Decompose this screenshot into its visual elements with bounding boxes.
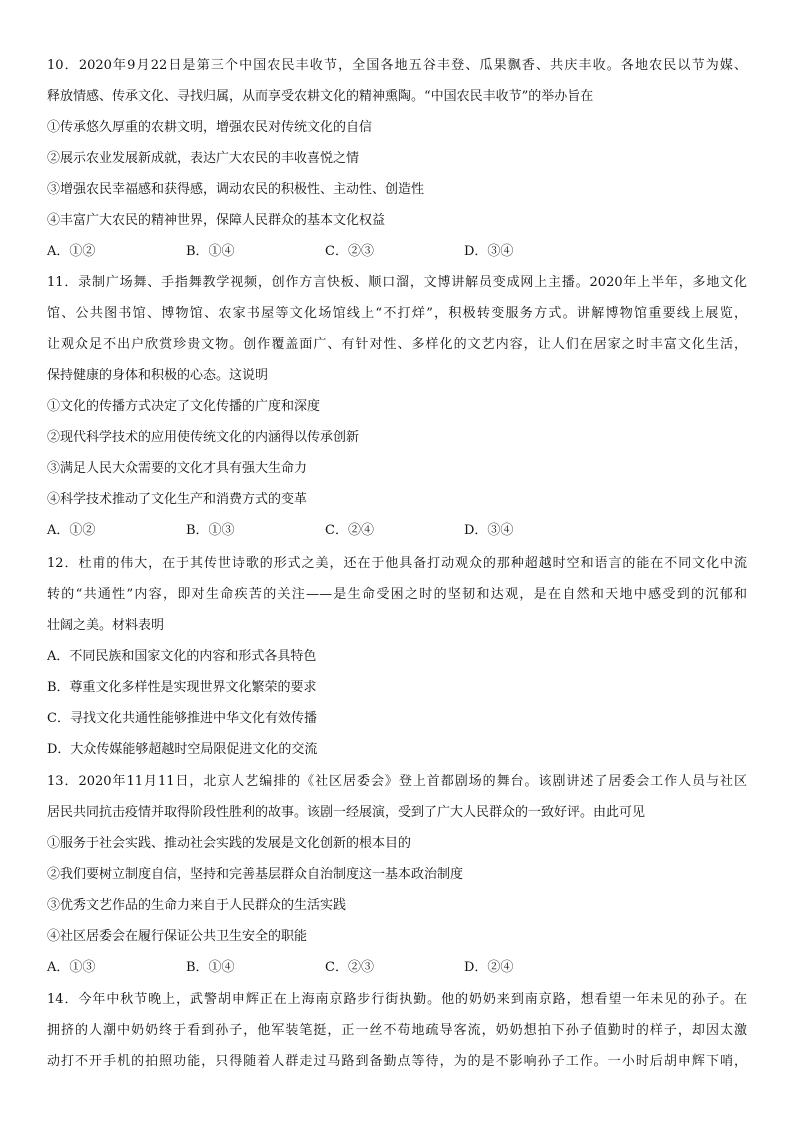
choice-option: A．不同民族和国家文化的内容和形式各具特色 bbox=[47, 649, 317, 664]
option-c: C．②④ bbox=[325, 523, 374, 538]
question-stem-line: 12．杜甫的伟大，在于其传世诗歌的形式之美，还在于他具备打动观众的那种超越时空和语言的能在不同文化中流 bbox=[47, 556, 747, 571]
option-b: B．①③ bbox=[186, 523, 235, 538]
question-stem-line: 11．录制广场舞、手指舞教学视频，创作方言快板、顺口溜，文博讲解员变成网上主播。2020年上半年，多地文化 bbox=[47, 275, 747, 290]
option-b: B．①④ bbox=[186, 244, 235, 259]
question-14 bbox=[47, 984, 747, 1077]
question-stem-line: 转的“共通性”内容，即对生命疾苦的关注——是生命受困之时的坚韧和达观，是在自然和天地中感受到的沉郁和 bbox=[47, 587, 747, 602]
statement-item: ①传承悠久厚重的农耕文明，增强农民对传统文化的自信 bbox=[47, 120, 373, 135]
choice-option: B．尊重文化多样性是实现世界文化繁荣的要求 bbox=[47, 680, 317, 695]
question-stem-line: 保持健康的身体和积极的心态。这说明 bbox=[47, 368, 269, 383]
option-c: C．②③ bbox=[325, 244, 374, 259]
answer-options bbox=[47, 236, 747, 267]
statement-item: ③优秀文艺作品的生命力来自于人民群众的生活实践 bbox=[47, 898, 347, 913]
statement-item: ①服务于社会实践、推动社会实践的发展是文化创新的根本目的 bbox=[47, 836, 412, 851]
question-stem-line: 13．2020年11月11日，北京人艺编排的《社区居委会》登上首都剧场的舞台。该剧讲述了居委会工作人员与社区 bbox=[47, 774, 747, 789]
question-stem-line: 拥挤的人潮中奶奶终于看到孙子，他军装笔挺，正一丝不苟地疏导客流，奶奶想拍下孙子值勤时的样子，却因太激 bbox=[47, 1023, 747, 1038]
option-d: D．②④ bbox=[464, 960, 514, 975]
question-12 bbox=[47, 548, 747, 765]
statement-item: ④科学技术推动了文化生产和消费方式的变革 bbox=[47, 492, 308, 507]
question-13 bbox=[47, 766, 747, 983]
option-d: D．③④ bbox=[464, 244, 514, 259]
question-stem-line: 10．2020年9月22日是第三个中国农民丰收节，全国各地五谷丰登、瓜果飘香、共庆丰收。各地农民以节为媒、 bbox=[47, 58, 747, 73]
choice-option: C．寻找文化共通性能够推进中华文化有效传播 bbox=[47, 711, 317, 726]
question-stem-line: 动打不开手机的拍照功能，只得随着人群走过马路到备勤点等待，为的是不影响孙子工作。一小时后胡申辉下哨， bbox=[47, 1054, 747, 1069]
answer-options bbox=[47, 952, 747, 983]
statement-item: ②现代科学技术的应用使传统文化的内涵得以传承创新 bbox=[47, 430, 360, 445]
option-a: A．①② bbox=[47, 244, 96, 259]
statement-item: ④社区居委会在履行保证公共卫生安全的职能 bbox=[47, 929, 308, 944]
question-stem-line: 14．今年中秋节晚上，武警胡申辉正在上海南京路步行街执勤。他的奶奶来到南京路，想看望一年未见的孙子。在 bbox=[47, 992, 747, 1007]
statement-item: ③增强农民幸福感和获得感，调动农民的积极性、主动性、创造性 bbox=[47, 182, 425, 197]
option-a: A．①③ bbox=[47, 960, 96, 975]
choice-option: D．大众传媒能够超越时空局限促进文化的交流 bbox=[47, 742, 318, 757]
question-11 bbox=[47, 267, 747, 546]
statement-item: ④丰富广大农民的精神世界，保障人民群众的基本文化权益 bbox=[47, 213, 386, 228]
statement-item: ①文化的传播方式决定了文化传播的广度和深度 bbox=[47, 399, 321, 414]
question-stem-line: 让观众足不出户欣赏珍贵文物。创作覆盖面广、有针对性、多样化的文艺内容，让人们在居家之时丰富文化生活， bbox=[47, 337, 747, 352]
question-stem-line: 释放情感、传承文化、寻找归属，从而享受农耕文化的精神熏陶。“中国农民丰收节”的举办旨在 bbox=[47, 89, 594, 104]
question-stem-line: 居民共同抗击疫情并取得阶段性胜利的故事。该剧一经展演，受到了广大人民群众的一致好评。由此可见 bbox=[47, 805, 646, 820]
question-stem-line: 馆、公共图书馆、博物馆、农家书屋等文化场馆线上“不打烊”，积极转变服务方式。讲解博物馆重要线上展览， bbox=[47, 306, 747, 321]
option-b: B．①④ bbox=[186, 960, 235, 975]
answer-options bbox=[47, 515, 747, 546]
question-10 bbox=[47, 50, 747, 267]
statement-item: ③满足人民大众需要的文化才具有强大生命力 bbox=[47, 461, 308, 476]
option-d: D．③④ bbox=[464, 523, 514, 538]
question-stem-line: 壮阔之美。材料表明 bbox=[47, 618, 165, 633]
option-c: C．②③ bbox=[325, 960, 374, 975]
statement-item: ②我们要树立制度自信，坚持和完善基层群众自治制度这一基本政治制度 bbox=[47, 867, 464, 882]
statement-item: ②展示农业发展新成就，表达广大农民的丰收喜悦之情 bbox=[47, 151, 360, 166]
option-a: A．①② bbox=[47, 523, 96, 538]
